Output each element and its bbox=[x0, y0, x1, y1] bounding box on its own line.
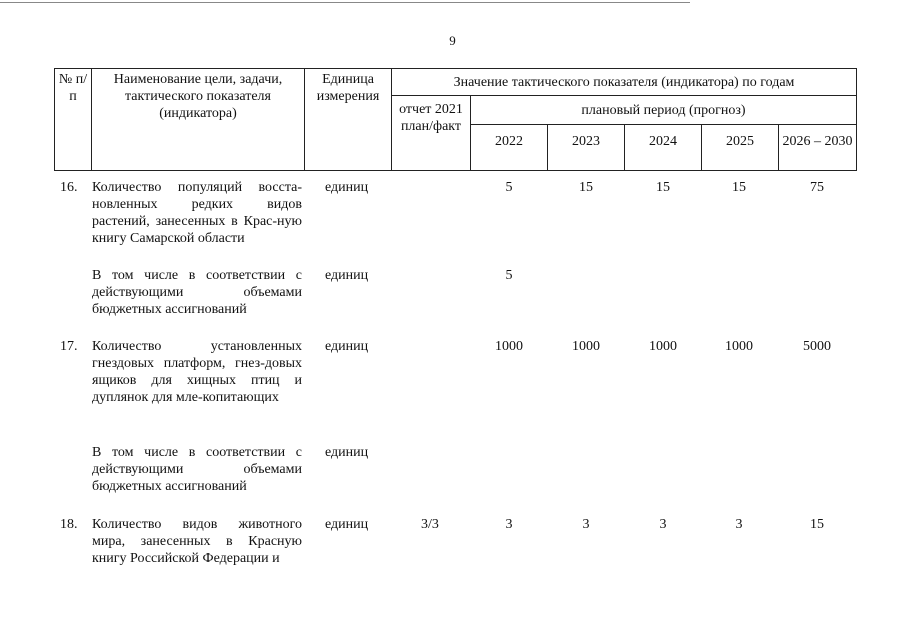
row-unit: единиц bbox=[325, 445, 369, 460]
row-unit: единиц bbox=[325, 268, 369, 283]
header-num: № п/п bbox=[55, 69, 92, 171]
row-unit: единиц bbox=[325, 339, 369, 354]
row-name: В том числе в соответствии с действующими объемами бюджетных ассигнований bbox=[92, 445, 302, 494]
row-number: 17. bbox=[60, 339, 78, 354]
row-unit: единиц bbox=[325, 180, 369, 195]
row-value-2025: 3 bbox=[735, 517, 743, 532]
row-unit: единиц bbox=[325, 517, 369, 532]
row-value-2024: 1000 bbox=[649, 339, 677, 354]
row-value-2023: 3 bbox=[582, 517, 590, 532]
header-year-2024: 2024 bbox=[625, 125, 702, 171]
row-value-2025: 15 bbox=[732, 180, 746, 195]
row-value-2022: 5 bbox=[505, 180, 513, 195]
header-unit: Единица измерения bbox=[305, 69, 392, 171]
row-value-2024: 15 bbox=[656, 180, 670, 195]
page-number: 9 bbox=[449, 33, 456, 48]
header-report: отчет 2021 план/факт bbox=[392, 96, 471, 171]
header-plan: плановый период (прогноз) bbox=[471, 96, 857, 125]
row-value-2024: 3 bbox=[659, 517, 667, 532]
top-rule bbox=[0, 2, 690, 3]
row-name: Количество популяций восста-новленных редких видов растений, занесенных в Крас-ную книгу Самарской области bbox=[92, 180, 302, 246]
row-number: 16. bbox=[60, 180, 78, 195]
row-value-2026-2030: 5000 bbox=[803, 339, 831, 354]
row-value-2023: 15 bbox=[579, 180, 593, 195]
header-value-group: Значение тактического показателя (индикатора) по годам bbox=[392, 69, 857, 96]
row-value-2022: 1000 bbox=[495, 339, 523, 354]
header-year-2023: 2023 bbox=[548, 125, 625, 171]
row-name: В том числе в соответствии с действующими объемами бюджетных ассигнований bbox=[92, 268, 302, 317]
header-name: Наименование цели, задачи, тактического показателя (индикатора) bbox=[92, 69, 305, 171]
row-value-2026-2030: 75 bbox=[810, 180, 824, 195]
row-name: Количество видов животного мира, занесенных в Красную книгу Российской Федерации и bbox=[92, 517, 302, 566]
row-value-2022: 3 bbox=[505, 517, 513, 532]
row-report: 3/3 bbox=[421, 517, 439, 532]
header-year-2025: 2025 bbox=[702, 125, 779, 171]
row-number: 18. bbox=[60, 517, 78, 532]
row-value-2025: 1000 bbox=[725, 339, 753, 354]
row-value-2023: 1000 bbox=[572, 339, 600, 354]
row-name: Количество установленных гнездовых платформ, гнез-довых ящиков для хищных птиц и дуплянок для мле-копитающих bbox=[92, 339, 302, 405]
indicator-table-header bbox=[54, 68, 857, 171]
header-year-2022: 2022 bbox=[471, 125, 548, 171]
header-year-2026-2030: 2026 – 2030 bbox=[779, 125, 857, 171]
row-value-2022: 5 bbox=[505, 268, 513, 283]
row-value-2026-2030: 15 bbox=[810, 517, 824, 532]
